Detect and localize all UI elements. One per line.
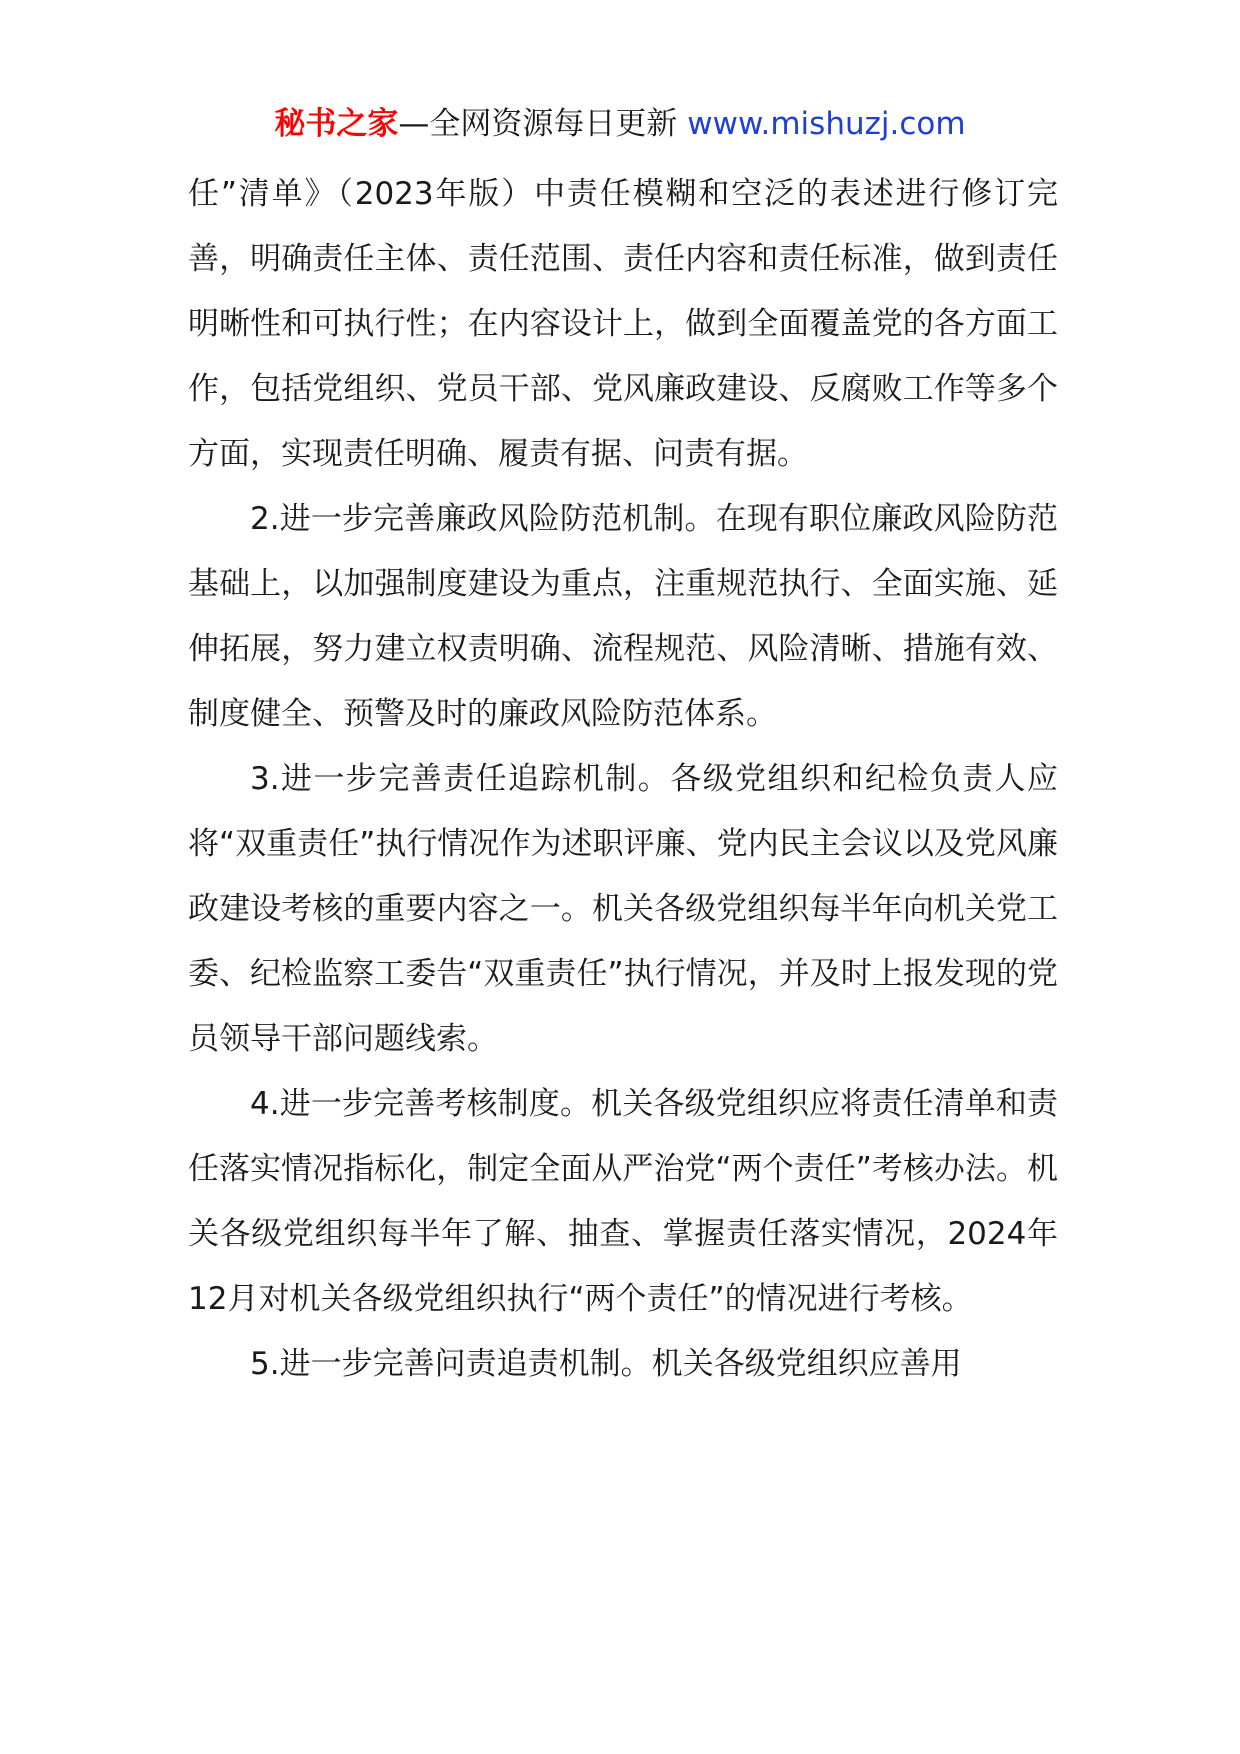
brand-name: 秘书之家 bbox=[274, 106, 399, 142]
paragraph-item-4: 4.进一步完善考核制度。机关各级党组织应将责任清单和责任落实情况指标化，制定全面从严治党“两个责任”考核办法。机关各级党组织每半年了解、抽查、掌握责任落实情况，2024年12月对机关各级党组织执行“两个责任”的情况进行考核。 bbox=[188, 1086, 1058, 1317]
document-body bbox=[188, 162, 1058, 1397]
header-tagline: —全网资源每日更新 bbox=[398, 106, 678, 142]
paragraph-continuation: 任”清单》（2023年版）中责任模糊和空泛的表述进行修订完善，明确责任主体、责任范围、责任内容和责任标准，做到责任明晰性和可执行性；在内容设计上，做到全面覆盖党的各方面工作，包括党组织、党员干部、党风廉政建设、反腐败工作等多个方面，实现责任明确、履责有据、问责有据。 bbox=[188, 176, 1058, 472]
page-header bbox=[0, 98, 1240, 150]
paragraph-item-2: 2.进一步完善廉政风险防范机制。在现有职位廉政风险防范基础上，以加强制度建设为重点，注重规范执行、全面实施、延伸拓展，努力建立权责明确、流程规范、风险清晰、措施有效、制度健全、预警及时的廉政风险防范体系。 bbox=[188, 501, 1058, 732]
paragraph-item-3: 3.进一步完善责任追踪机制。各级党组织和纪检负责人应将“双重责任”执行情况作为述职评廉、党内民主会议以及党风廉政建设考核的重要内容之一。机关各级党组织每半年向机关党工委、纪检监察工委告“双重责任”执行情况，并及时上报发现的党员领导干部问题线索。 bbox=[188, 761, 1058, 1057]
site-url-link[interactable]: www.mishuzj.com bbox=[687, 106, 966, 142]
paragraph-item-5: 5.进一步完善问责追责机制。机关各级党组织应善用 bbox=[250, 1346, 962, 1382]
